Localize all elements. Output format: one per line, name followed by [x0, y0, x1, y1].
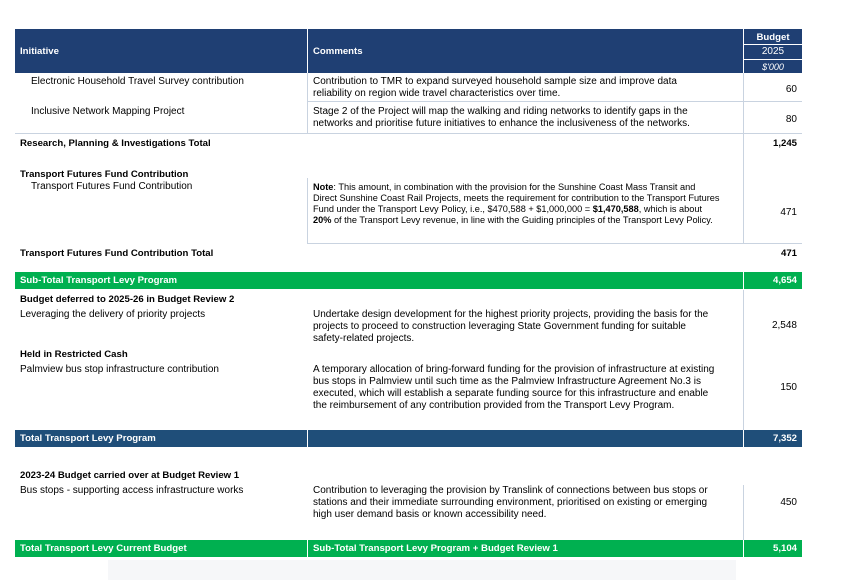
- row-comment: networks and prioritise future initiatives to enhance the inclusiveness of the networks.: [313, 118, 690, 129]
- row-budget: 450: [780, 497, 797, 508]
- grid-line: [15, 133, 802, 134]
- subtotal-budget: 4,654: [772, 275, 797, 286]
- current-budget-budget: 5,104: [772, 543, 797, 554]
- row-budget: 80: [785, 114, 797, 125]
- header-comments: Comments: [313, 46, 363, 57]
- table-header: [15, 29, 802, 73]
- row-initiative: Bus stops - supporting access infrastructure works: [20, 485, 244, 496]
- tff-total-budget: 471: [780, 248, 797, 259]
- row-comment: bus stops in Palmview until such time as the Palmview Infrastructure Agreement No.3 is: [313, 376, 701, 387]
- grid-line: [307, 73, 308, 133]
- band-divider: [307, 430, 308, 447]
- tff-note: [313, 182, 695, 194]
- header-initiative: Initiative: [20, 46, 59, 57]
- header-unit: $'000: [762, 62, 784, 72]
- total-program-label: Total Transport Levy Program: [20, 433, 156, 444]
- band-divider: [307, 540, 308, 557]
- rpi-total-budget: 1,245: [772, 138, 797, 149]
- note-amount: $1,470,588: [592, 204, 639, 214]
- grid-line: [307, 178, 308, 243]
- restricted-heading: Held in Restricted Cash: [20, 349, 128, 360]
- row-initiative: Transport Futures Fund Contribution: [31, 181, 193, 192]
- row-budget: 2,548: [771, 320, 797, 331]
- row-comment: projects to proceed to construction leveraging State Government funding for suitable: [313, 321, 686, 332]
- grid-line: [743, 73, 744, 243]
- tff-heading: Transport Futures Fund Contribution: [20, 169, 189, 180]
- header-budget: Budget: [756, 32, 790, 43]
- note-text: of the Transport Levy revenue, in line with the Guiding principles of the Transport Levy Policy.: [331, 215, 713, 225]
- note-percent: 20%: [313, 215, 332, 225]
- grid-line: [307, 101, 802, 102]
- row-comment: the reimbursement of any contribution provided from the Transport Levy Program.: [313, 400, 675, 411]
- grid-line: [307, 243, 802, 244]
- row-initiative: Leveraging the delivery of priority projects: [20, 309, 206, 320]
- row-budget: 60: [785, 84, 797, 95]
- note-text: , which is about: [638, 204, 703, 214]
- row-comment: stations and their immediate surrounding environment, prioritised on existing or emerging: [313, 497, 708, 508]
- grid-line: [743, 485, 744, 540]
- row-comment: executed, which will establish a separate funding source for this infrastructure and enable: [313, 388, 709, 399]
- row-budget: 471: [780, 207, 797, 218]
- row-comment: safety-related projects.: [313, 333, 415, 344]
- footer-shade: [108, 560, 736, 580]
- row-comment: Stage 2 of the Project will map the walking and riding networks to identify gaps in the: [313, 106, 688, 117]
- row-initiative: Inclusive Network Mapping Project: [31, 106, 185, 117]
- band-divider: [743, 430, 744, 447]
- note-text: Fund under the Transport Levy Policy, i.e., $470,588 + $1,000,000 =: [313, 204, 593, 214]
- note-text: : This amount, in combination with the provision for the Sunshine Coast Mass Transit and: [333, 182, 696, 192]
- subtotal-label: Sub-Total Transport Levy Program: [20, 275, 178, 286]
- header-budget-rule: [744, 59, 802, 60]
- row-budget: 150: [780, 382, 797, 393]
- header-divider: [307, 29, 308, 73]
- tff-note: Direct Sunshine Coast Rail Projects, meets the requirement for contribution to the Transport Futures: [313, 193, 720, 203]
- band-divider: [743, 540, 744, 557]
- tff-note: [313, 204, 702, 216]
- row-comment: Contribution to TMR to expand surveyed household sample size and improve data: [313, 76, 677, 87]
- carried-heading: 2023-24 Budget carried over at Budget Review 1: [20, 470, 240, 481]
- header-budget-rule: [744, 44, 802, 45]
- deferred-heading: Budget deferred to 2025-26 in Budget Review 2: [20, 294, 235, 305]
- row-initiative: Palmview bus stop infrastructure contribution: [20, 364, 219, 375]
- current-budget-comment: Sub-Total Transport Levy Program + Budget Review 1: [313, 543, 558, 554]
- row-comment: Contribution to leveraging the provision by Translink of connections between bus stops or: [313, 485, 708, 496]
- row-comment: high user demand basis or known accessibility need.: [313, 509, 547, 520]
- row-comment: A temporary allocation of bring-forward funding for the provision of infrastructure at existing: [313, 364, 715, 375]
- row-comment: Undertake design development for the highest priority projects, providing the basis for the: [313, 309, 709, 320]
- header-year: 2025: [761, 46, 785, 57]
- note-label: Note: [313, 182, 334, 192]
- row-comment: reliability on region wide travel characteristics over time.: [313, 88, 561, 99]
- row-initiative: Electronic Household Travel Survey contribution: [31, 76, 244, 87]
- total-program-budget: 7,352: [772, 433, 797, 444]
- tff-total-label: Transport Futures Fund Contribution Total: [20, 248, 214, 259]
- band-divider: [743, 272, 744, 289]
- rpi-total-label: Research, Planning & Investigations Total: [20, 138, 211, 149]
- grid-line: [743, 290, 744, 430]
- tff-note: [313, 215, 713, 227]
- current-budget-label: Total Transport Levy Current Budget: [20, 543, 187, 554]
